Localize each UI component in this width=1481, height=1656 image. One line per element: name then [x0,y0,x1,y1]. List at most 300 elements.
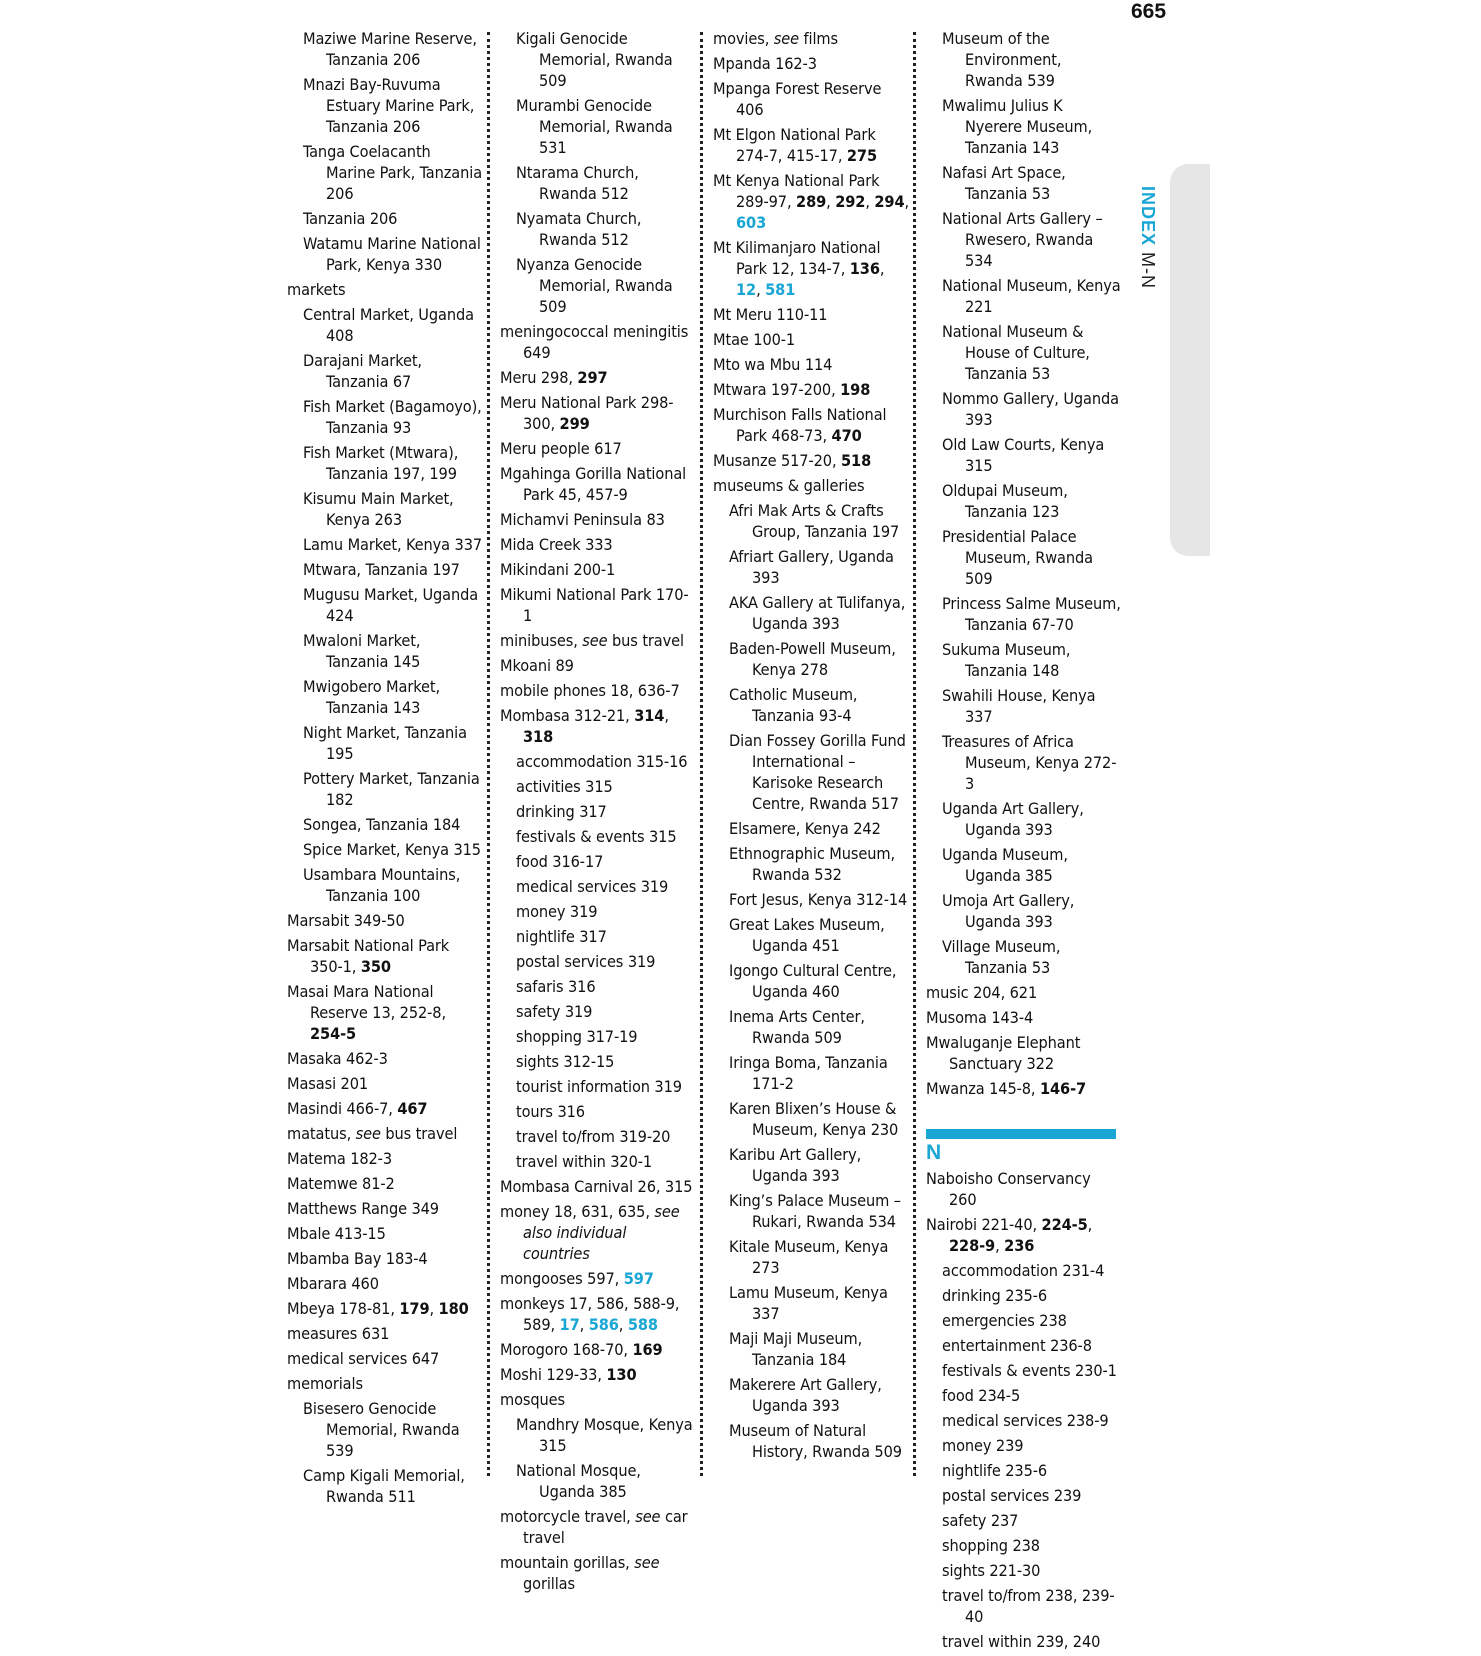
map-page-ref: 236 [1004,1236,1035,1255]
index-subentry [303,676,483,718]
index-entry [500,1201,696,1264]
photo-page-ref: 603 [736,213,767,232]
index-subentry [729,1420,909,1462]
entry-text: Mbarara 460 [287,1274,379,1293]
entry-text: Karen Blixen’s House & Museum, Kenya 230 [729,1099,899,1139]
cross-ref-text: see [355,1124,381,1143]
index-column-4 [926,28,1122,1656]
entry-text: Uganda Museum, Uganda 385 [942,845,1068,885]
entry-text: Tanzania 206 [303,209,398,228]
map-page-ref: 136 [849,259,880,278]
index-subentry [516,208,696,250]
entry-text: Spice Market, Kenya 315 [303,840,481,859]
index-subentry [516,951,696,972]
index-entry [926,1078,1122,1099]
photo-page-ref: 597 [623,1269,654,1288]
index-subentry [303,534,483,555]
index-subentry [516,901,696,922]
entry-text: Mpanda 162-3 [713,54,817,73]
index-entry [287,1223,483,1244]
entry-text: Marsabit National Park 350-1, [287,936,450,976]
entry-text: bus travel [380,1124,458,1143]
entry-text: accommodation 231-4 [942,1261,1105,1280]
cross-ref-text: see [634,1553,660,1572]
entry-text: Matema 182-3 [287,1149,393,1168]
entry-text: emergencies 238 [942,1311,1067,1330]
index-entry [287,1273,483,1294]
index-subentry [516,1026,696,1047]
index-entry [713,379,909,400]
entry-text: shopping 238 [942,1536,1040,1555]
entry-text: sights 312-15 [516,1052,615,1071]
entry-text: Ntarama Church, Rwanda 512 [516,163,639,203]
index-subentry [942,1435,1122,1456]
index-subentry [516,1414,696,1456]
index-entry [500,630,696,651]
map-page-ref: 275 [846,146,877,165]
index-entry [926,1032,1122,1074]
side-index-label [1134,186,1158,306]
index-entry [500,534,696,555]
index-entry [713,78,909,120]
index-subentry [729,684,909,726]
letter-heading: N [926,1141,942,1164]
index-entry [500,1293,696,1335]
side-index-title: INDEX [1138,186,1158,247]
page-number: 665 [1131,0,1167,23]
map-page-ref: 297 [577,368,608,387]
entry-text: Museum of the Environment, Rwanda 539 [942,29,1062,90]
index-entry [713,354,909,375]
entry-text: AKA Gallery at Tulifanya, Uganda 393 [729,593,906,633]
index-entry [287,1148,483,1169]
entry-text: films [798,29,838,48]
index-subentry [303,814,483,835]
index-subentry [942,731,1122,794]
entry-text: Matemwe 81-2 [287,1174,395,1193]
index-entry [713,304,909,325]
entry-text: Great Lakes Museum, Uganda 451 [729,915,885,955]
index-subentry [942,1485,1122,1506]
index-entry [287,1123,483,1144]
cross-ref-text: see [773,29,799,48]
entry-text: National Arts Gallery – Rwesero, Rwanda 534 [942,209,1103,270]
index-subentry [942,1310,1122,1331]
entry-text: Afri Mak Arts & Crafts Group, Tanzania 197 [729,501,900,541]
index-subentry [516,876,696,897]
cross-ref-text: see [582,631,608,650]
index-entry [500,1364,696,1385]
index-subentry [729,960,909,1002]
entry-text: Nommo Gallery, Uganda 393 [942,389,1119,429]
entry-text: shopping 317-19 [516,1027,638,1046]
index-subentry [303,141,483,204]
index-subentry [303,768,483,810]
index-entry [287,1173,483,1194]
map-page-ref: 169 [632,1340,663,1359]
entry-text: Kitale Museum, Kenya 273 [729,1237,889,1277]
index-entry [500,321,696,363]
entry-text: medical services 238-9 [942,1411,1109,1430]
entry-text: tours 316 [516,1102,585,1121]
index-subentry [729,638,909,680]
entry-text: Kigali Genocide Memorial, Rwanda 509 [516,29,673,90]
entry-text: Darajani Market, Tanzania 67 [303,351,422,391]
index-subentry [942,28,1122,91]
entry-text: museums & galleries [713,476,865,495]
entry-text: accommodation 315-16 [516,752,688,771]
entry-text: markets [287,280,346,299]
entry-text: Musanze 517-20, [713,451,841,470]
entry-text: , [826,192,836,211]
entry-text: music 204, 621 [926,983,1038,1002]
entry-text: food 234-5 [942,1386,1021,1405]
entry-text: Mnazi Bay-Ruvuma Estuary Marine Park, Tanzania 206 [303,75,475,136]
index-subentry [942,1510,1122,1531]
entry-text: medical services 647 [287,1349,440,1368]
entry-text: Masasi 201 [287,1074,369,1093]
entry-text: Musoma 143-4 [926,1008,1034,1027]
index-subentry [942,1410,1122,1431]
index-entry [287,1373,483,1394]
index-subentry [942,95,1122,158]
index-subentry [729,843,909,885]
entry-text: Elsamere, Kenya 242 [729,819,881,838]
entry-text: Baden-Powell Museum, Kenya 278 [729,639,896,679]
entry-text: National Mosque, Uganda 385 [516,1461,641,1501]
entry-text: Mwanza 145-8, [926,1079,1040,1098]
entry-text: mobile phones 18, 636-7 [500,681,680,700]
index-subentry [516,1101,696,1122]
entry-text: Mtae 100-1 [713,330,796,349]
entry-text: Mombasa 312-21, [500,706,635,725]
index-subentry [516,926,696,947]
entry-text: money 239 [942,1436,1024,1455]
entry-text: Morogoro 168-70, [500,1340,633,1359]
entry-text: Nyamata Church, Rwanda 512 [516,209,642,249]
index-subentry [303,28,483,70]
index-column-1 [287,28,483,1511]
index-subentry [729,889,909,910]
entry-text: , [618,1315,628,1334]
index-entry [713,124,909,166]
entry-text: Mikindani 200-1 [500,560,616,579]
entry-text: Mpanga Forest Reserve 406 [713,79,882,119]
entry-text: Treasures of Africa Museum, Kenya 272-3 [942,732,1117,793]
index-subentry [516,1126,696,1147]
entry-text: Presidential Palace Museum, Rwanda 509 [942,527,1093,588]
photo-page-ref: 581 [765,280,796,299]
index-entry [713,28,909,49]
entry-text: car travel [523,1507,688,1547]
entry-text: Nyanza Genocide Memorial, Rwanda 509 [516,255,673,316]
index-subentry [942,1560,1122,1581]
map-page-ref: 224-5 [1041,1215,1088,1234]
index-entry [500,463,696,505]
entry-text: Mwaloni Market, Tanzania 145 [303,631,421,671]
entry-text: Catholic Museum, Tanzania 93-4 [729,685,858,725]
map-page-ref: 179 [399,1299,430,1318]
index-entry [926,1168,1122,1210]
map-page-ref: 518 [841,451,872,470]
entry-text: , [904,192,910,211]
entry-text: Mwaluganje Elephant Sanctuary 322 [926,1033,1081,1073]
index-subentry [516,1076,696,1097]
index-entry [713,329,909,350]
index-subentry [942,936,1122,978]
index-subentry [729,592,909,634]
index-entry [713,53,909,74]
map-page-ref: 292 [835,192,866,211]
index-entry [287,1048,483,1069]
index-entry [287,1348,483,1369]
entry-text: bus travel [607,631,684,650]
entry-text: , [756,280,766,299]
index-subentry [942,1535,1122,1556]
map-page-ref: 254-5 [310,1024,357,1043]
entry-text: Village Museum, Tanzania 53 [942,937,1061,977]
index-subentry [942,1260,1122,1281]
map-page-ref: 198 [840,380,871,399]
entry-text: Afriart Gallery, Uganda 393 [729,547,894,587]
entry-text: Mt Meru 110-11 [713,305,828,324]
index-entry [500,655,696,676]
index-subentry [516,851,696,872]
entry-text: Mbale 413-15 [287,1224,386,1243]
entry-text: , [865,192,875,211]
entry-text: Marsabit 349-50 [287,911,405,930]
index-entry [287,1198,483,1219]
index-entry [500,509,696,530]
index-subentry [729,1190,909,1232]
index-entry [500,1268,696,1289]
entry-text: Songea, Tanzania 184 [303,815,461,834]
index-subentry [942,1285,1122,1306]
entry-text: gorillas [523,1574,575,1593]
entry-text: Masai Mara National Reserve 13, 252-8, [287,982,446,1022]
index-subentry [516,95,696,158]
map-page-ref: 228-9 [949,1236,996,1255]
index-entry [500,1389,696,1410]
index-subentry [942,321,1122,384]
entry-text: Karibu Art Gallery, Uganda 393 [729,1145,862,1185]
index-subentry [303,208,483,229]
index-subentry [729,1052,909,1094]
entry-text: Ethnographic Museum, Rwanda 532 [729,844,895,884]
entry-text: King’s Palace Museum – Rukari, Rwanda 534 [729,1191,901,1231]
index-subentry [516,1460,696,1502]
entry-text: Central Market, Uganda 408 [303,305,474,345]
index-subentry [942,208,1122,271]
index-subentry [303,839,483,860]
entry-text: Igongo Cultural Centre, Uganda 460 [729,961,897,1001]
entry-text: Masindi 466-7, [287,1099,398,1118]
entry-text: Mwigobero Market, Tanzania 143 [303,677,440,717]
entry-text: movies, [713,29,774,48]
index-subentry [942,593,1122,635]
entry-text: travel within 320-1 [516,1152,653,1171]
index-subentry [303,442,483,484]
entry-text: activities 315 [516,777,613,796]
index-subentry [729,1098,909,1140]
entry-text: Mt Kenya National Park 289-97, [713,171,880,211]
entry-text: Mt Kilimanjaro National Park 12, 134-7, [713,238,881,278]
thumb-index-tab [1170,164,1210,556]
index-subentry [516,1151,696,1172]
entry-text: Mikumi National Park 170-1 [500,585,689,625]
index-entry [287,935,483,977]
entry-text: safety 237 [942,1511,1019,1530]
entry-text: Nafasi Art Space, Tanzania 53 [942,163,1066,203]
index-subentry [942,1385,1122,1406]
entry-text: money 319 [516,902,598,921]
entry-text: Swahili House, Kenya 337 [942,686,1096,726]
index-subentry [729,730,909,814]
index-subentry [303,74,483,137]
entry-text: Mbeya 178-81, [287,1299,400,1318]
index-subentry [942,639,1122,681]
index-subentry [303,304,483,346]
entry-text: safaris 316 [516,977,596,996]
photo-page-ref: 586 [588,1315,619,1334]
entry-text: matatus, [287,1124,356,1143]
entry-text: meningococcal meningitis 649 [500,322,689,362]
entry-text: tourist information 319 [516,1077,682,1096]
map-page-ref: 130 [606,1365,637,1384]
entry-text: Uganda Art Gallery, Uganda 393 [942,799,1084,839]
index-subentry [942,1631,1122,1652]
index-subentry [942,388,1122,430]
photo-page-ref: 17 [559,1315,580,1334]
entry-text: Fish Market (Mtwara), Tanzania 197, 199 [303,443,459,483]
index-subentry [729,1006,909,1048]
index-subentry [303,630,483,672]
index-subentry [729,1144,909,1186]
index-subentry [303,233,483,275]
entry-text: Meru people 617 [500,439,622,458]
entry-text: Watamu Marine National Park, Kenya 330 [303,234,481,274]
entry-text: Maji Maji Museum, Tanzania 184 [729,1329,863,1369]
entry-text: Nairobi 221-40, [926,1215,1042,1234]
entry-text: medical services 319 [516,877,669,896]
entry-text: drinking 317 [516,802,607,821]
photo-page-ref: 12 [736,280,757,299]
entry-text: Mgahinga Gorilla National Park 45, 457-9 [500,464,687,504]
index-entry [287,981,483,1044]
index-subentry [303,1465,483,1507]
index-entry [287,910,483,931]
entry-text: Iringa Boma, Tanzania 171-2 [729,1053,888,1093]
entry-text: mountain gorillas, [500,1553,635,1572]
index-subentry [942,890,1122,932]
index-subentry [942,844,1122,886]
index-entry [500,438,696,459]
entry-text: Fish Market (Bagamoyo), Tanzania 93 [303,397,482,437]
column-divider [700,32,703,1476]
index-column-2 [500,28,696,1598]
letter-divider-bar [926,1129,1116,1139]
entry-text: Camp Kigali Memorial, Rwanda 511 [303,1466,465,1506]
entry-text: Princess Salme Museum, Tanzania 67-70 [942,594,1121,634]
index-entry [713,475,909,496]
index-entry [500,1506,696,1548]
index-subentry [729,1328,909,1370]
index-entry [500,680,696,701]
column-divider [913,32,916,1476]
entry-text: Makerere Art Gallery, Uganda 393 [729,1375,882,1415]
index-entry [926,1214,1122,1256]
entry-text: Oldupai Museum, Tanzania 123 [942,481,1068,521]
entry-text: National Museum, Kenya 221 [942,276,1121,316]
entry-text: Night Market, Tanzania 195 [303,723,467,763]
entry-text: mongooses 597, [500,1269,624,1288]
entry-text: Kisumu Main Market, Kenya 263 [303,489,454,529]
column-divider [487,32,490,1476]
entry-text: measures 631 [287,1324,390,1343]
entry-text: nightlife 235-6 [942,1461,1048,1480]
index-subentry [303,559,483,580]
side-index-range: M-N [1138,252,1158,290]
entry-text: Dian Fossey Gorilla Fund International – Karisoke Research Centre, Rwanda 517 [729,731,906,813]
index-subentry [516,254,696,317]
entry-text: travel to/from 238, 239-40 [942,1586,1115,1626]
entry-text: Moshi 129-33, [500,1365,607,1384]
index-subentry [516,751,696,772]
entry-text: Meru National Park 298-300, [500,393,674,433]
entry-text: postal services 319 [516,952,656,971]
index-entry [287,1298,483,1319]
entry-text: travel to/from 319-20 [516,1127,671,1146]
entry-text: , [1087,1215,1093,1234]
index-entry [500,705,696,747]
index-subentry [516,801,696,822]
entry-text: mosques [500,1390,566,1409]
index-subentry [516,776,696,797]
map-page-ref: 467 [397,1099,428,1118]
entry-text: Mandhry Mosque, Kenya 315 [516,1415,693,1455]
entry-text: Mtwara, Tanzania 197 [303,560,460,579]
entry-text: Lamu Market, Kenya 337 [303,535,483,554]
index-entry [713,170,909,233]
entry-text: , [429,1299,439,1318]
cross-ref-text: see also individual countries [523,1202,680,1263]
index-entry [713,404,909,446]
entry-text: entertainment 236-8 [942,1336,1092,1355]
entry-text: food 316-17 [516,852,604,871]
index-entry [500,1339,696,1360]
map-page-ref: 470 [831,426,862,445]
index-subentry [303,864,483,906]
index-entry [500,392,696,434]
entry-text: travel within 239, 240 [942,1632,1101,1651]
entry-text: Murchison Falls National Park 468-73, [713,405,887,445]
entry-text: Mt Elgon National Park 274-7, 415-17, [713,125,876,165]
index-subentry [942,1360,1122,1381]
index-entry [287,279,483,300]
index-subentry [729,1282,909,1324]
entry-text: Naboisho Conservancy 260 [926,1169,1091,1209]
entry-text: Mbamba Bay 183-4 [287,1249,428,1268]
entry-text: Usambara Mountains, Tanzania 100 [303,865,461,905]
entry-text: Sukuma Museum, Tanzania 148 [942,640,1071,680]
index-subentry [516,826,696,847]
map-page-ref: 350 [360,957,391,976]
index-subentry [942,1335,1122,1356]
index-entry [713,450,909,471]
index-entry [926,1007,1122,1028]
entry-text: festivals & events 315 [516,827,677,846]
index-subentry [516,162,696,204]
